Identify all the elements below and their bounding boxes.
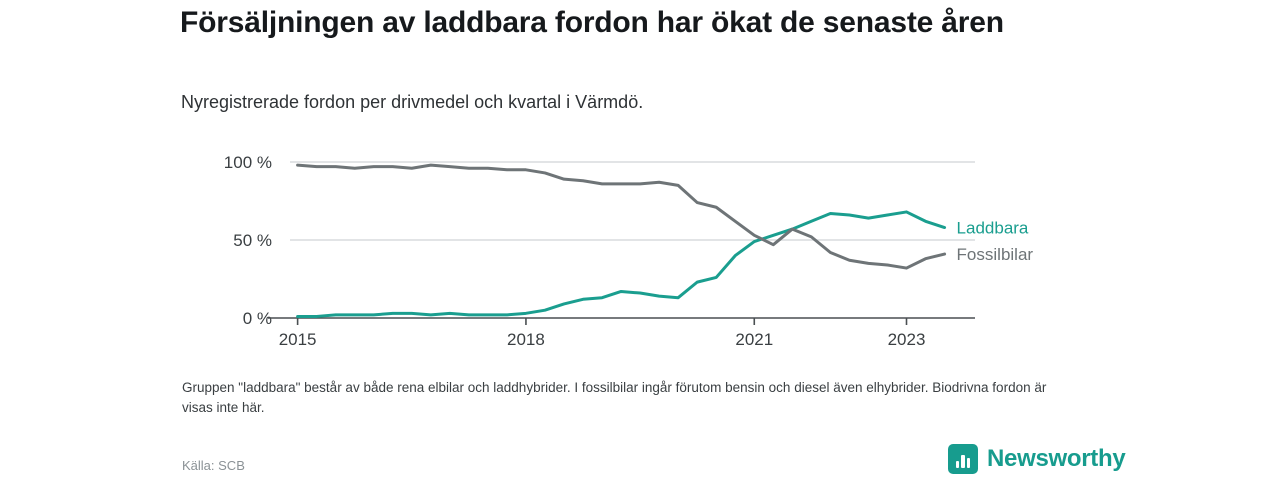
brand-logo [948, 444, 1125, 474]
page-title: Försäljningen av laddbara fordon har ökat de senaste åren [180, 6, 1004, 39]
series-label-fossilbilar: Fossilbilar [956, 245, 1034, 265]
y-tick-label: 50 % [233, 231, 272, 250]
chart-area [180, 140, 1080, 355]
source-label: Källa: SCB [182, 458, 245, 473]
series-label-laddbara: Laddbara [956, 218, 1029, 238]
y-tick-label: 0 % [242, 309, 272, 328]
line-chart [180, 140, 1080, 355]
series-line-laddbara [298, 212, 945, 317]
x-tick-label: 2023 [887, 330, 926, 349]
x-tick-label: 2021 [735, 330, 774, 349]
chart-footnote: Gruppen "laddbara" består av både rena elbilar och laddhybrider. I fossilbilar ingår förutom bensin och diesel även elhybrider. Biodrivna fordon är visas inte här. [182, 380, 1047, 415]
chart-subtitle: Nyregistrerade fordon per drivmedel och kvartal i Värmdö. [181, 92, 644, 112]
x-tick-label: 2018 [507, 330, 545, 349]
x-tick-label: 2015 [278, 330, 317, 349]
y-tick-label: 100 % [223, 153, 272, 172]
series-line-fossilbilar [298, 165, 945, 268]
brand-name: Newsworthy [987, 445, 1126, 472]
bar-chart-icon [948, 444, 978, 474]
